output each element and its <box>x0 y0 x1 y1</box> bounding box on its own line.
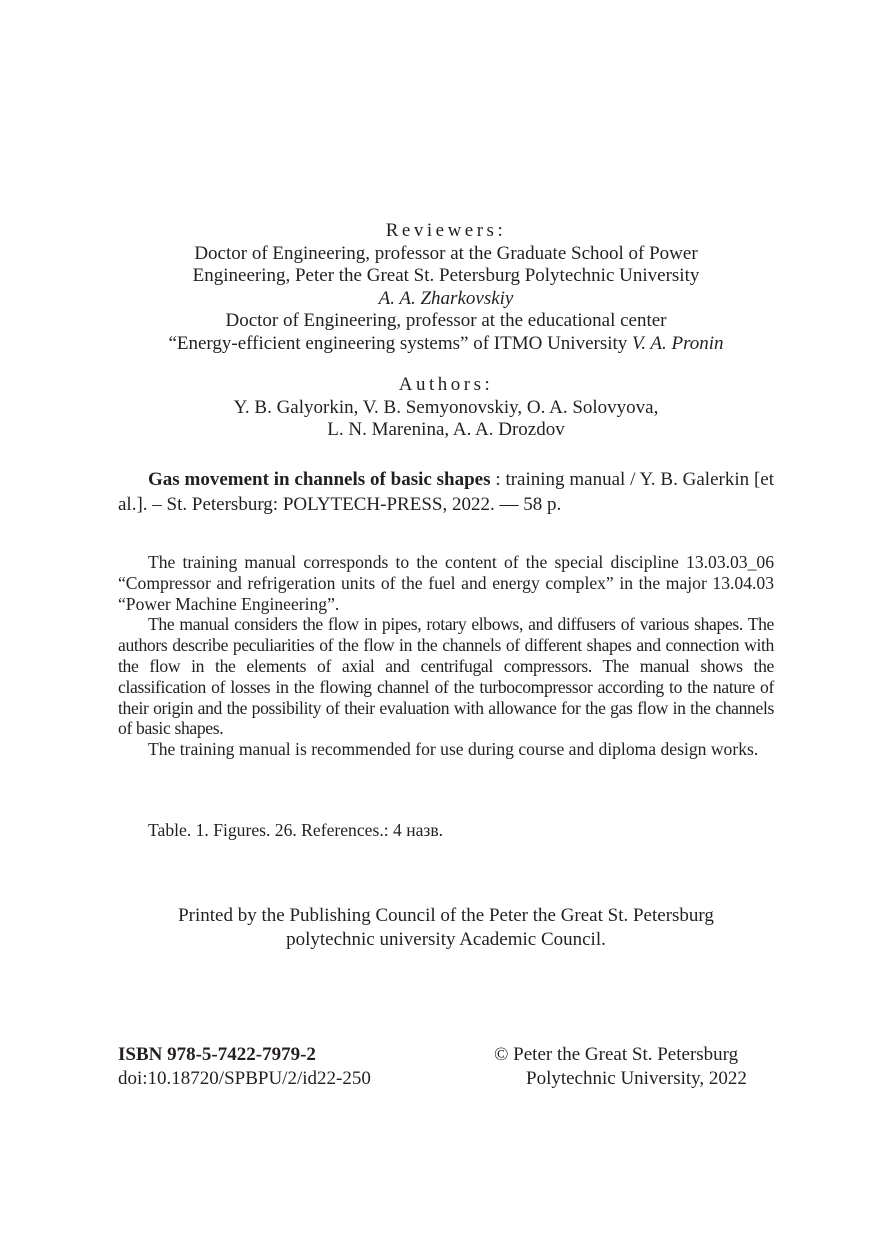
abstract-section <box>118 552 774 760</box>
book-title: Gas movement in channels of basic shapes <box>148 469 491 490</box>
citation-details: : training manual / Y. B. Galerkin [et al.]. – St. Petersburg: POLYTECH-PRESS, 2022. — 58 p. <box>118 469 774 515</box>
authors-line2: L. N. Marenina, A. A. Drozdov <box>327 419 565 440</box>
authors-heading: Authors: <box>398 374 494 395</box>
reviewer2-affiliation-line1: Doctor of Engineering, professor at the educational center <box>225 310 667 331</box>
copyright-line1: © Peter the Great St. Petersburg <box>494 1044 739 1065</box>
copyright-line2: Polytechnic University, 2022 <box>526 1068 747 1089</box>
bibliographic-citation <box>118 467 774 517</box>
isbn-block <box>118 1043 371 1091</box>
reviewer1-affiliation-line1: Doctor of Engineering, professor at the Graduate School of Power <box>194 242 698 264</box>
document-stats: Table. 1. Figures. 26. References.: 4 назв. <box>148 820 444 840</box>
abstract-paragraph-3: The training manual is recommended for use during course and diploma design works. <box>148 739 759 760</box>
reviewer1-name: A. A. Zharkovskiy <box>378 287 514 309</box>
isbn-number: ISBN 978-5-7422-7979-2 <box>118 1044 316 1065</box>
reviewer1-affiliation-line2: Engineering, Peter the Great St. Petersburg Polytechnic University <box>192 265 700 286</box>
abstract-paragraph-2: The manual considers the flow in pipes, rotary elbows, and diffusers of various shapes. The authors describe peculiarities of the flow in the channels of different shapes and connection with the flow in the elements of axial and centrifugal compressors. The manual shows the classification of losses in the flowing channel of the turbocompressor according to the nature of their origin and the possibility of their evaluation with allowance for the gas flow in the channels of basic shapes. <box>118 614 774 739</box>
reviewer2-affiliation-line2: “Energy-efficient engineering systems” of ITMO University <box>168 332 628 354</box>
reviewer2-affiliation-line2-wrap <box>118 333 774 356</box>
authors-section <box>118 374 774 442</box>
printed-by-line2: polytechnic university Academic Council. <box>286 929 606 950</box>
authors-line1: Y. B. Galyorkin, V. B. Semyonovskiy, O. A. Solovyova, <box>233 396 659 418</box>
abstract-paragraph-1: The training manual corresponds to the content of the special discipline 13.03.03_06 “Compressor and refrigeration units of the fuel and energy complex” in the major 13.04.03 “Power Machine Engineering”. <box>118 552 774 614</box>
copyright-block <box>494 1043 774 1091</box>
reviewer2-name: V. A. Pronin <box>632 332 724 354</box>
doi: doi:10.18720/SPBPU/2/id22-250 <box>118 1068 371 1089</box>
printed-by-section <box>118 904 774 952</box>
reviewers-heading: Reviewers: <box>385 220 507 241</box>
reviewers-section <box>118 220 774 355</box>
printed-by-line1: Printed by the Publishing Council of the Peter the Great St. Petersburg <box>178 905 714 926</box>
